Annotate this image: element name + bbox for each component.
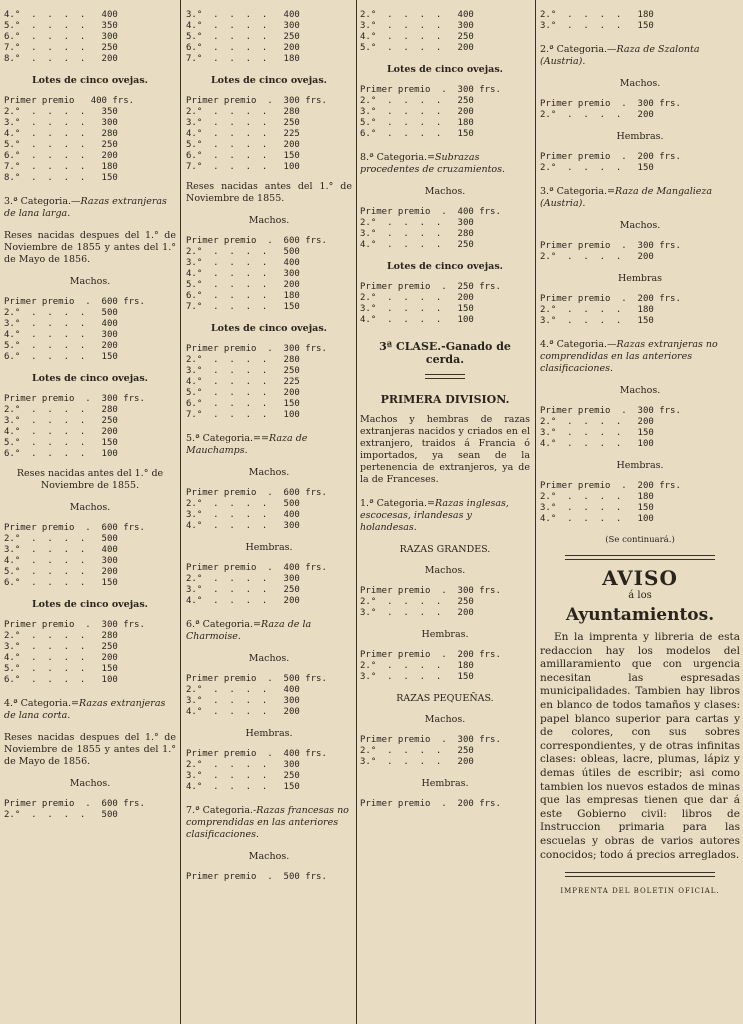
prize-row: Primer premio . 300 frs.	[4, 394, 145, 404]
prize-row: 4.° . . . . 300	[186, 269, 300, 279]
category-heading	[4, 196, 176, 220]
section-heading: Machos.	[424, 186, 466, 197]
prize-row: 6.° . . . . 180	[186, 291, 300, 301]
prize-row: 4.° . . . . 100	[540, 514, 654, 524]
prize-row: 4.° . . . . 300	[4, 330, 118, 340]
prize-row: Primer premio . 250 frs.	[360, 282, 501, 292]
prize-row: 3.° . . . . 400	[186, 10, 300, 20]
prize-row: 2.° . . . . 200	[540, 252, 654, 262]
prize-row: 2.° . . . . 180	[360, 661, 474, 671]
prize-row: 3.° . . . . 300	[4, 118, 118, 128]
prize-row: 6.° . . . . 150	[186, 399, 300, 409]
prize-row: 7.° . . . . 180	[4, 162, 118, 172]
prize-table	[540, 10, 740, 32]
prize-row: Primer premio . 500 frs.	[186, 674, 327, 684]
category-title: Razas extranjeras no comprendidas en las anteriores clasificaciones.	[540, 339, 718, 374]
prize-row: 2.° . . . . 280	[4, 631, 118, 641]
prize-row: Primer premio . 600 frs.	[4, 523, 145, 533]
prize-row: Primer premio . 600 frs.	[186, 236, 327, 246]
prize-table	[4, 96, 176, 184]
prize-row: 5.° . . . . 200	[4, 341, 118, 351]
category-heading	[540, 44, 740, 68]
column-rule	[356, 0, 357, 1024]
prize-row: 3.° . . . . 300	[186, 696, 300, 706]
prize-row: 4.° . . . . 250	[360, 240, 474, 250]
section-heading: Machos.	[248, 215, 290, 226]
prize-row: 3.° . . . . 400	[4, 319, 118, 329]
prize-row: 6.° . . . . 100	[4, 675, 118, 685]
prize-row: Primer premio . 600 frs.	[186, 488, 327, 498]
category-heading	[540, 186, 740, 210]
prize-row: Primer premio . 400 frs.	[186, 563, 327, 573]
prize-row: 5.° . . . . 200	[186, 280, 300, 290]
section-heading: Hembras.	[421, 629, 469, 640]
section-heading: Machos.	[424, 565, 466, 576]
paragraph: Machos y hembras de razas extranjeras nacidos y criados en el extranjero, traidos á Francia ó importados, ya sean de la pertenencia de extranjeros, ya de la de Franceses.	[360, 414, 530, 485]
prize-row: 4.° . . . . 225	[186, 377, 300, 387]
prize-row: Primer premio . 300 frs.	[360, 735, 501, 745]
prize-row: 5.° . . . . 250	[186, 32, 300, 42]
prize-row: 5.° . . . . 200	[4, 567, 118, 577]
prize-row: 2.° . . . . 500	[186, 247, 300, 257]
prize-row: 2.° . . . . 200	[540, 417, 654, 427]
category-title: Raza de Szalonta (Austria).	[540, 44, 700, 67]
prize-row: 4.° . . . . 250	[360, 32, 474, 42]
section-heading: Machos.	[619, 385, 661, 396]
paragraph: Reses nacidas despues del 1.° de Noviembre de 1855 y antes del 1.° de Mayo de 1856.	[4, 732, 176, 767]
prize-row: 4.° . . . . 300	[4, 556, 118, 566]
prize-row: 3.° . . . . 250	[186, 585, 300, 595]
prize-row: Primer premio . 200 frs.	[360, 799, 501, 809]
section-heading: Machos.	[69, 276, 111, 287]
prize-row: 2.° . . . . 180	[540, 10, 654, 20]
section-heading: Machos.	[619, 220, 661, 231]
prize-table	[186, 674, 352, 718]
section-heading: Machos.	[248, 653, 290, 664]
category-number: 4.ª Categoria.=	[4, 698, 79, 709]
prize-row: Primer premio . 300 frs.	[360, 85, 501, 95]
prize-table	[540, 99, 740, 121]
prize-row: Primer premio . 200 frs.	[540, 481, 681, 491]
prize-row: 5.° . . . . 200	[360, 43, 474, 53]
prize-row: 4.° . . . . 100	[540, 439, 654, 449]
prize-row: Primer premio . 400 frs.	[360, 207, 501, 217]
prize-row: Primer premio . 600 frs.	[4, 297, 145, 307]
prize-row: Primer premio . 300 frs.	[540, 241, 681, 251]
section-heading: Hembras.	[245, 728, 293, 739]
prize-row: Primer premio . 200 frs.	[360, 650, 501, 660]
prize-row: 6.° . . . . 150	[4, 352, 118, 362]
prize-table	[360, 282, 530, 326]
prize-row: 4.° . . . . 225	[186, 129, 300, 139]
prize-row: 2.° . . . . 280	[4, 405, 118, 415]
section-heading: RAZAS PEQUEÑAS.	[396, 693, 494, 704]
prize-row: 3.° . . . . 400	[186, 510, 300, 520]
category-heading	[4, 698, 176, 722]
prize-row: Primer premio . 300 frs.	[360, 586, 501, 596]
section-heading: Machos.	[248, 467, 290, 478]
prize-table	[540, 481, 740, 525]
category-title: Razas extranjeras de lana larga.	[4, 196, 167, 219]
prize-row: 4.° . . . . 200	[4, 427, 118, 437]
section-heading: Machos.	[69, 502, 111, 513]
category-number: 5.ª Categoria.==	[186, 433, 269, 444]
prize-row: Primer premio . 300 frs.	[186, 96, 327, 106]
prize-row: 4.° . . . . 150	[186, 782, 300, 792]
prize-table	[186, 96, 352, 173]
prize-row: Primer premio . 400 frs.	[186, 749, 327, 759]
prize-row: 4.° . . . . 200	[4, 653, 118, 663]
category-title: Raza de Mangalieza (Austria).	[540, 186, 713, 209]
section-heading: Lotes de cinco ovejas.	[32, 75, 148, 86]
prize-row: 2.° . . . . 300	[360, 218, 474, 228]
prize-row: 6.° . . . . 150	[4, 578, 118, 588]
section-heading: Machos.	[619, 78, 661, 89]
column-1	[4, 6, 176, 1018]
prize-row: 2.° . . . . 500	[4, 308, 118, 318]
prize-table	[540, 294, 740, 327]
prize-row: 2.° . . . . 400	[360, 10, 474, 20]
prize-row: 5.° . . . . 200	[186, 140, 300, 150]
prize-row: 2.° . . . . 150	[540, 163, 654, 173]
prize-row: 2.° . . . . 250	[360, 597, 474, 607]
prize-row: 3.° . . . . 200	[360, 757, 474, 767]
prize-table	[186, 488, 352, 532]
prize-row: 5.° . . . . 350	[4, 21, 118, 31]
prize-row: 4.° . . . . 200	[186, 596, 300, 606]
division-heading: PRIMERA DIVISION.	[380, 393, 510, 406]
prize-table	[4, 394, 176, 460]
prize-row: 5.° . . . . 200	[186, 388, 300, 398]
prize-row: Primer premio . 300 frs.	[186, 344, 327, 354]
prize-row: 4.° . . . . 100	[360, 315, 474, 325]
category-number: 2.ª Categoria.—	[540, 44, 617, 55]
printer-imprint: IMPRENTA DEL BOLETIN OFICIAL.	[560, 887, 720, 896]
section-heading: Lotes de cinco ovejas.	[211, 75, 327, 86]
category-number: 3.ª Categoria.=	[540, 186, 615, 197]
prize-row: 2.° . . . . 500	[4, 810, 118, 820]
section-heading: Machos.	[424, 714, 466, 725]
prize-row: 3.° . . . . 400	[186, 258, 300, 268]
column-3	[360, 6, 530, 1018]
prize-row: 2.° . . . . 200	[360, 293, 474, 303]
prize-table	[4, 523, 176, 589]
category-title: Subrazas procedentes de cruzamientos.	[360, 152, 506, 175]
prize-row: 3.° . . . . 150	[540, 428, 654, 438]
notice-title: AVISO	[602, 566, 678, 590]
prize-row: 7.° . . . . 100	[186, 410, 300, 420]
prize-row: Primer premio 400 frs.	[4, 96, 135, 106]
prize-row: 6.° . . . . 150	[360, 129, 474, 139]
prize-row: 2.° . . . . 250	[360, 96, 474, 106]
prize-row: 2.° . . . . 180	[540, 492, 654, 502]
prize-table	[186, 344, 352, 421]
category-heading	[186, 433, 352, 457]
prize-table	[186, 10, 352, 65]
category-number: 1.ª Categoria.=	[360, 498, 435, 509]
prize-row: Primer premio . 200 frs.	[540, 152, 681, 162]
prize-row: 2.° . . . . 280	[186, 107, 300, 117]
section-heading: Lotes de cinco ovejas.	[211, 323, 327, 334]
section-heading: RAZAS GRANDES.	[399, 544, 491, 555]
prize-row: 4.° . . . . 200	[186, 707, 300, 717]
prize-row: 6.° . . . . 200	[4, 151, 118, 161]
paragraph: Reses nacidas antes del 1.° de Noviembre de 1855.	[186, 181, 352, 204]
prize-row: 3.° . . . . 280	[360, 229, 474, 239]
prize-row: 6.° . . . . 300	[4, 32, 118, 42]
prize-row: 4.° . . . . 300	[186, 521, 300, 531]
paragraph: Reses nacidas despues del 1.° de Noviembre de 1855 y antes del 1.° de Mayo de 1856.	[4, 230, 176, 265]
section-heading: Hembras.	[616, 131, 664, 142]
prize-row: 2.° . . . . 250	[360, 746, 474, 756]
prize-row: 3.° . . . . 250	[186, 366, 300, 376]
prize-row: 8.° . . . . 200	[4, 54, 118, 64]
prize-row: 3.° . . . . 250	[4, 642, 118, 652]
prize-row: 4.° . . . . 300	[186, 21, 300, 31]
prize-row: 2.° . . . . 280	[186, 355, 300, 365]
prize-row: 3.° . . . . 150	[540, 21, 654, 31]
prize-table	[360, 207, 530, 251]
separator	[565, 555, 715, 560]
section-heading: Hembras.	[421, 778, 469, 789]
prize-table	[186, 749, 352, 793]
prize-row: 8.° . . . . 150	[4, 173, 118, 183]
prize-row: 2.° . . . . 200	[540, 110, 654, 120]
section-heading: Lotes de cinco ovejas.	[387, 64, 503, 75]
prize-row: 5.° . . . . 250	[4, 140, 118, 150]
category-number: 6.ª Categoria.=	[186, 619, 261, 630]
notice-subtitle: á los	[628, 590, 652, 601]
category-heading	[360, 152, 530, 176]
prize-row: 3.° . . . . 150	[540, 316, 654, 326]
prize-row: 4.° . . . . 280	[4, 129, 118, 139]
section-heading: Lotes de cinco ovejas.	[387, 261, 503, 272]
prize-row: 7.° . . . . 180	[186, 54, 300, 64]
prize-row: 6.° . . . . 100	[4, 449, 118, 459]
prize-row: Primer premio . 300 frs.	[540, 99, 681, 109]
prize-table	[360, 735, 530, 768]
category-title: Raza de la Charmoise.	[186, 619, 312, 642]
prize-row: 3.° . . . . 250	[186, 118, 300, 128]
notice-heading: Ayuntamientos.	[565, 605, 715, 625]
column-2	[186, 6, 352, 1018]
prize-row: 3.° . . . . 150	[360, 304, 474, 314]
prize-row: 3.° . . . . 400	[4, 545, 118, 555]
prize-row: Primer premio . 200 frs.	[540, 294, 681, 304]
column-rule	[180, 0, 181, 1024]
separator	[565, 872, 715, 877]
category-number: 8.ª Categoria.=	[360, 152, 435, 163]
category-title: Razas inglesas, escocesas, irlandesas y holandesas.	[360, 498, 509, 533]
prize-table	[186, 872, 352, 883]
prize-row: 5.° . . . . 180	[360, 118, 474, 128]
prize-table	[4, 799, 176, 821]
column-rule	[535, 0, 536, 1024]
prize-row: 7.° . . . . 100	[186, 162, 300, 172]
continued-note: (Se continuará.)	[605, 535, 675, 545]
prize-table	[4, 297, 176, 363]
prize-table	[360, 586, 530, 619]
section-heading: Machos.	[69, 778, 111, 789]
prize-row: 3.° . . . . 250	[4, 416, 118, 426]
notice-body: En la imprenta y libreria de esta redaccion hay los modelos del amillaramiento que con urgencia necesitan las espresadas municipalidades. Tambien hay libros en blanco de todos tamaños y clases: papel blanco superior para cartas y de colores, con sus sobres correspondientes, y de otras infinitas clases: obleas, lacre, plumas, lápiz y demas útiles de escribir; asi como tambien los nuevos estados de minas que las empresas tienen que dar á este Gobierno civil: libros de Instruccion primaria para las escuelas y obras de varios autores conocidos; todo á precios arreglados.	[540, 631, 740, 861]
category-title: Razas francesas no comprendidas en las anteriores clasificaciones.	[186, 805, 349, 840]
section-heading: Lotes de cinco ovejas.	[32, 599, 148, 610]
prize-row: 2.° . . . . 180	[540, 305, 654, 315]
section-heading: Hembras	[617, 273, 663, 284]
class-heading: 3ª CLASE.-Ganado de cerda.	[379, 340, 511, 366]
prize-row: 3.° . . . . 300	[360, 21, 474, 31]
section-heading: Hembras.	[245, 542, 293, 553]
category-heading	[360, 498, 530, 534]
category-title: Raza de Mauchamps.	[186, 433, 308, 456]
prize-row: Primer premio . 500 frs.	[186, 872, 327, 882]
prize-row: 3.° . . . . 150	[360, 672, 474, 682]
category-heading	[540, 339, 740, 375]
prize-table	[360, 10, 530, 54]
prize-row: 2.° . . . . 500	[186, 499, 300, 509]
column-4	[540, 6, 740, 1018]
prize-row: 6.° . . . . 200	[186, 43, 300, 53]
prize-row: 3.° . . . . 200	[360, 608, 474, 618]
prize-row: 2.° . . . . 300	[186, 574, 300, 584]
prize-row: Primer premio . 600 frs.	[4, 799, 145, 809]
prize-table	[186, 563, 352, 607]
section-heading: Lotes de cinco ovejas.	[32, 373, 148, 384]
section-heading: Machos.	[248, 851, 290, 862]
prize-table	[540, 152, 740, 174]
separator	[425, 374, 465, 379]
prize-row: 2.° . . . . 350	[4, 107, 118, 117]
category-title: Razas extranjeras de lana corta.	[4, 698, 166, 721]
prize-table	[186, 236, 352, 313]
category-number: 3.ª Categoria.—	[4, 196, 81, 207]
prize-row: 7.° . . . . 250	[4, 43, 118, 53]
category-number: 7.ª Categoria.-	[186, 805, 257, 816]
prize-row: 3.° . . . . 150	[540, 503, 654, 513]
prize-table	[540, 406, 740, 450]
category-heading	[186, 619, 352, 643]
prize-row: Primer premio . 300 frs.	[4, 620, 145, 630]
prize-row: 3.° . . . . 250	[186, 771, 300, 781]
prize-table	[360, 799, 530, 810]
prize-table	[360, 650, 530, 683]
prize-row: Primer premio . 300 frs.	[540, 406, 681, 416]
prize-row: 6.° . . . . 150	[186, 151, 300, 161]
prize-table	[540, 241, 740, 263]
prize-row: 7.° . . . . 150	[186, 302, 300, 312]
section-heading: Hembras.	[616, 460, 664, 471]
paragraph: Reses nacidas antes del 1.° de Noviembre de 1855.	[16, 468, 164, 491]
prize-row: 3.° . . . . 200	[360, 107, 474, 117]
prize-row: 5.° . . . . 150	[4, 664, 118, 674]
category-number: 4.ª Categoria.—	[540, 339, 617, 350]
prize-table	[360, 85, 530, 140]
prize-table	[4, 10, 176, 65]
prize-row: 4.° . . . . 400	[4, 10, 118, 20]
category-heading	[186, 805, 352, 841]
prize-row: 2.° . . . . 500	[4, 534, 118, 544]
prize-table	[4, 620, 176, 686]
prize-row: 2.° . . . . 400	[186, 685, 300, 695]
prize-row: 2.° . . . . 300	[186, 760, 300, 770]
prize-row: 5.° . . . . 150	[4, 438, 118, 448]
